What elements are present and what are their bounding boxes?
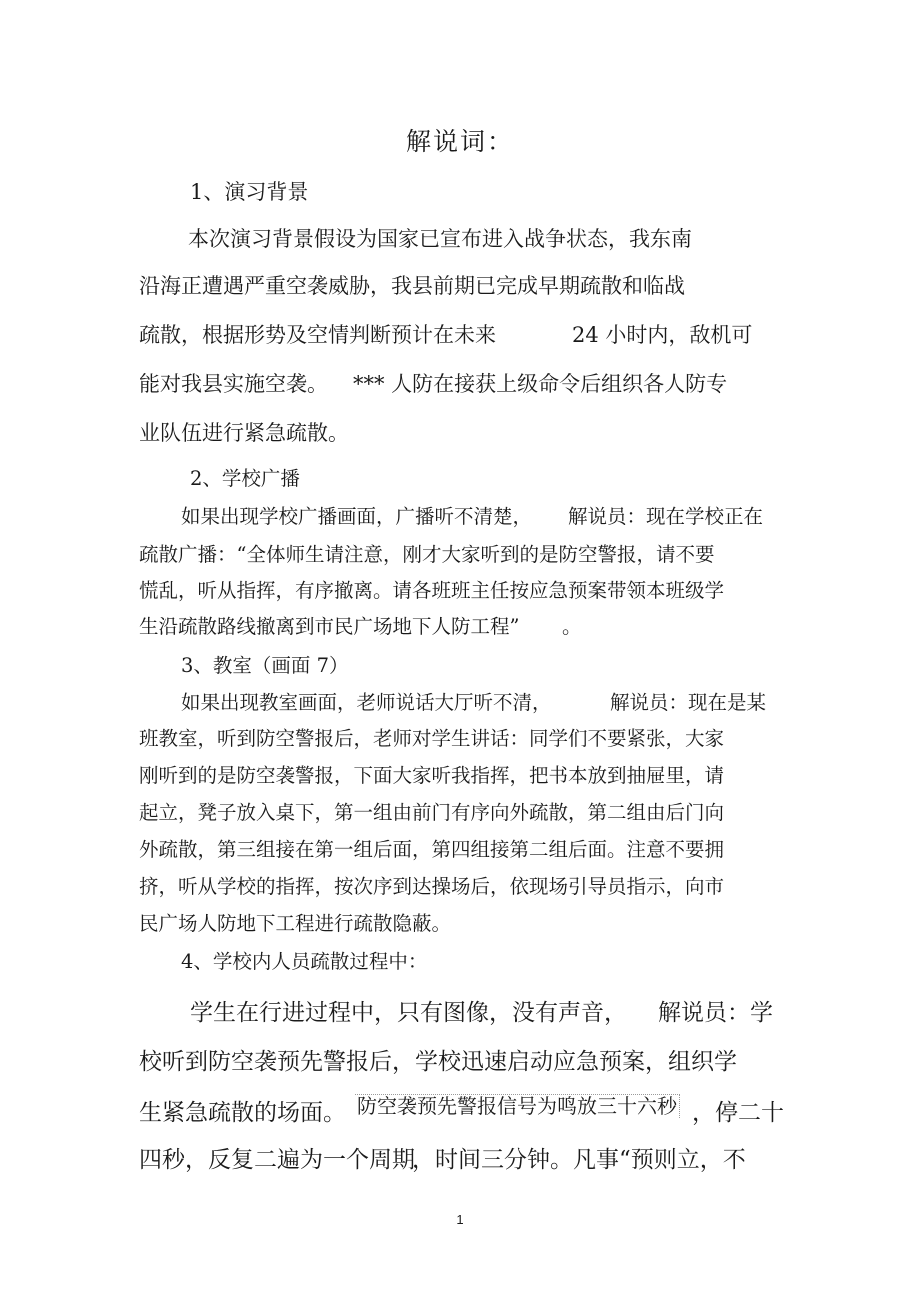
section-heading: 1、演习背景 bbox=[190, 180, 309, 204]
paragraph-line: 能对我县实施空袭。 bbox=[139, 372, 328, 396]
paragraph-line: 生紧急疏散的场面。 bbox=[139, 1100, 346, 1126]
paragraph-line: 刚听到的是防空袭警报，下面大家听我指挥，把书本放到抽屉里，请 bbox=[139, 764, 725, 787]
paragraph-line: 起立，凳子放入桌下，第一组由前门有序向外疏散，第二组由后门向 bbox=[139, 801, 725, 824]
paragraph-line: 沿海正遭遇严重空袭威胁，我县前期已完成早期疏散和临战 bbox=[139, 274, 685, 298]
paragraph-line: 解说员：学 bbox=[658, 1000, 773, 1026]
paragraph-line: ，时间三分钟。凡事“预则立，不 bbox=[412, 1147, 746, 1173]
paragraph-line: *** 人防在接获上级命令后组织各人防专 bbox=[353, 372, 728, 396]
document-title: 解说词： bbox=[405, 127, 514, 156]
paragraph-line: 疏散广播：“全体师生请注意，刚才大家听到的是防空警报，请不要 bbox=[139, 543, 715, 566]
paragraph-line: 如果出现教室画面，老师说话大厅听不清， bbox=[181, 691, 552, 714]
paragraph-line: 外疏散，第三组接在第一组后面，第四组接第二组后面。注意不要拥 bbox=[139, 838, 725, 861]
paragraph-line: 慌乱，听从指挥，有序撤离。请各班班主任按应急预案带领本班级学 bbox=[139, 579, 725, 602]
paragraph-line: 解说员：现在学校正在 bbox=[568, 505, 764, 528]
paragraph-line: 生沿疏散路线撤离到市民广场地下人防工程” bbox=[139, 615, 520, 638]
highlighted-signal-text: 防空袭预先警报信号为鸣放三十六秒 bbox=[355, 1094, 680, 1118]
paragraph-line: 四秒，反复二遍为一个周期 bbox=[139, 1147, 415, 1173]
paragraph-line: 挤，听从学校的指挥，按次序到达操场后，依现场引导员指示，向市 bbox=[139, 875, 725, 898]
paragraph-line: 业队伍进行紧急疏散。 bbox=[139, 421, 349, 445]
paragraph-line: 疏散，根据形势及空情判断预计在未来 bbox=[139, 323, 496, 347]
paragraph-line: 民广场人防地下工程进行疏散隐蔽。 bbox=[139, 912, 452, 935]
section-heading: 3、教室（画面 7） bbox=[181, 654, 349, 677]
paragraph-line: 。 bbox=[562, 615, 582, 638]
paragraph-line: 本次演习背景假设为国家已宣布进入战争状态，我东南 bbox=[188, 227, 692, 251]
paragraph-line: 24 小时内，敌机可 bbox=[572, 323, 753, 347]
section-heading: 4、学校内人员疏散过程中： bbox=[181, 950, 428, 973]
paragraph-line: ，停二十 bbox=[692, 1100, 784, 1126]
paragraph-line: 校听到防空袭预先警报后，学校迅速启动应急预案，组织学 bbox=[139, 1049, 737, 1075]
paragraph-line: 学生在行进过程中，只有图像，没有声音， bbox=[190, 1000, 627, 1026]
paragraph-line bbox=[355, 1094, 680, 1118]
paragraph-line: 解说员：现在是某 bbox=[610, 691, 767, 714]
page-number: 1 bbox=[456, 1212, 464, 1227]
section-heading: 2、学校广播 bbox=[190, 467, 300, 490]
paragraph-line: 班教室，听到防空警报后，老师对学生讲话：同学们不要紧张，大家 bbox=[139, 727, 725, 750]
paragraph-line: 如果出现学校广播画面，广播听不清楚， bbox=[181, 505, 533, 528]
